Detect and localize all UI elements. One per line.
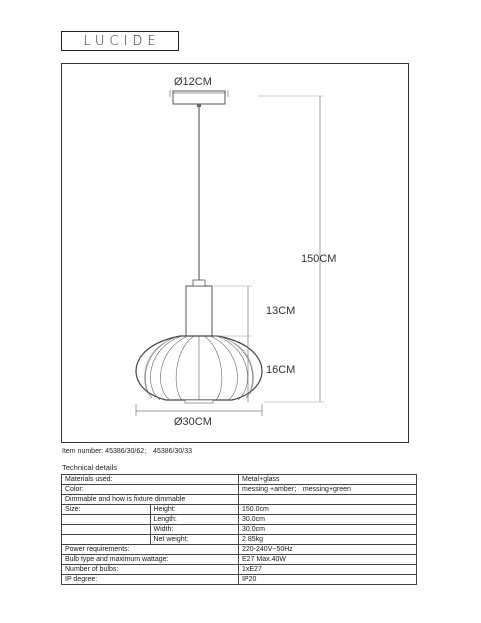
shade-diameter-label: Ø30CM [174,416,212,428]
row-sublabel [150,565,239,575]
row-label [62,525,151,535]
pendant-lamp-drawing-icon [62,64,410,444]
table-row [62,575,417,585]
row-label: Power requirements: [62,545,151,555]
row-label: Materials used: [62,475,151,485]
row-value: 2.85kg [239,535,417,545]
table-row [62,505,417,515]
row-label: IP degree: [62,575,151,585]
canopy-diameter-label: Ø12CM [174,76,212,88]
table-row [62,485,417,495]
row-value: 30.0cm [239,515,417,525]
total-height-label: 150CM [301,253,337,265]
technical-drawing-frame [61,63,409,443]
row-label: Dimmable and how is fixture dimmable [62,495,151,505]
row-sublabel: Height: [150,505,239,515]
row-value: 150.0cm [239,505,417,515]
technical-details-title: Technical details [62,463,118,472]
row-value: 30.0cm [239,525,417,535]
row-sublabel [150,575,239,585]
table-row [62,555,417,565]
row-sublabel [150,545,239,555]
row-value: Metal+glass [239,475,417,485]
table-row [62,525,417,535]
row-value: 1xE27 [239,565,417,575]
table-row [62,495,417,505]
row-value: 220-240V~50Hz [239,545,417,555]
item-number: Item number: 45386/30/62； 45386/30/33 [62,448,192,455]
table-row [62,545,417,555]
row-sublabel [150,485,239,495]
row-label [62,535,151,545]
row-label: Color: [62,485,151,495]
table-row [62,565,417,575]
row-value: E27 Max.40W [239,555,417,565]
lamp-holder-shape [186,286,212,336]
row-label: Number of bulbs: [62,565,151,575]
technical-details-table [61,474,417,585]
brand-logo-text: LUCIDE [83,33,161,49]
row-value: messing +amber； messing+green [239,485,417,495]
holder-height-label: 13CM [266,305,296,317]
table-row [62,475,417,485]
row-sublabel [150,475,239,485]
row-sublabel: Width: [150,525,239,535]
table-row [62,535,417,545]
shade-height-label: 16CM [266,364,296,376]
row-value: IP20 [239,575,417,585]
row-label [62,515,151,525]
brand-logo [61,31,179,51]
row-label: Bulb type and maximum wattage: [62,555,151,565]
table-row [62,515,417,525]
glass-shade-shape [136,336,262,403]
row-sublabel: Length: [150,515,239,525]
row-label: Size: [62,505,151,515]
row-value [239,495,417,505]
row-sublabel: Net weight: [150,535,239,545]
